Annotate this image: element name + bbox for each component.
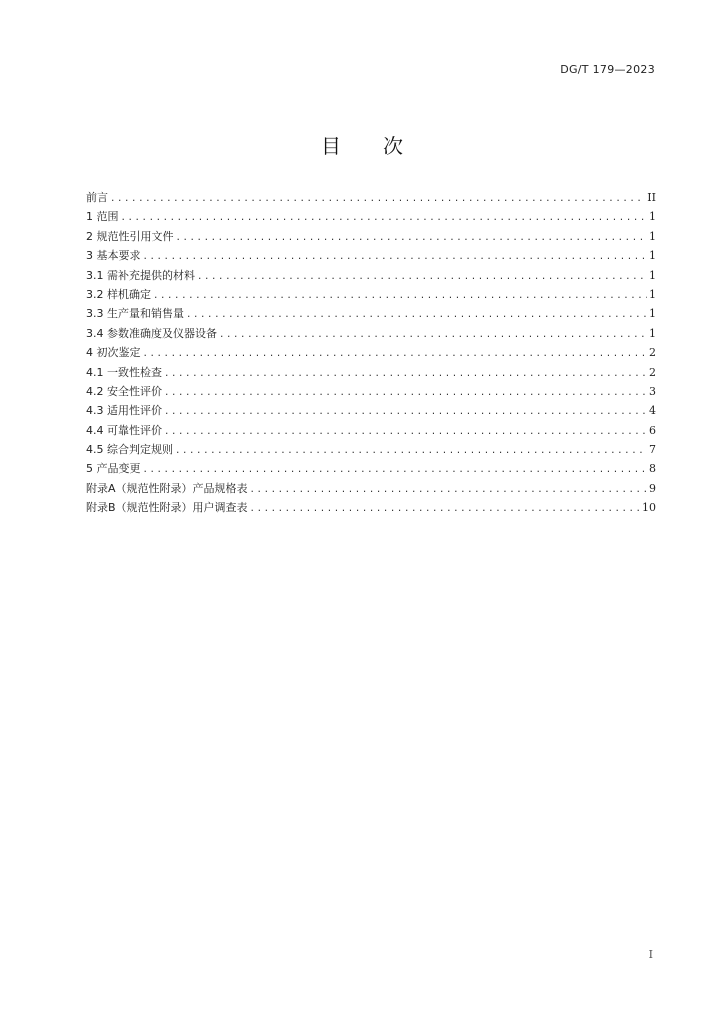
toc-entry-label: 1 范围 bbox=[86, 210, 119, 224]
toc-list bbox=[86, 188, 656, 518]
toc-entry[interactable] bbox=[86, 382, 656, 401]
toc-title bbox=[0, 130, 724, 159]
toc-entry-label: 5 产品变更 bbox=[86, 462, 141, 476]
toc-entry[interactable] bbox=[86, 440, 656, 459]
toc-entry[interactable] bbox=[86, 227, 656, 246]
toc-leader-dots bbox=[186, 306, 647, 325]
toc-entry[interactable] bbox=[86, 363, 656, 382]
toc-entry-page: 1 bbox=[649, 307, 656, 321]
toc-leader-dots bbox=[176, 229, 648, 248]
toc-entry-page: 6 bbox=[649, 423, 656, 437]
toc-leader-dots bbox=[197, 268, 647, 287]
toc-leader-dots bbox=[175, 442, 647, 461]
toc-entry[interactable] bbox=[86, 343, 656, 362]
toc-leader-dots bbox=[143, 248, 648, 267]
toc-entry-label: 2 规范性引用文件 bbox=[86, 229, 174, 243]
toc-title-part2: 次 bbox=[383, 134, 403, 158]
toc-entry-page: 7 bbox=[649, 443, 656, 457]
toc-entry-label: 4.4 可靠性评价 bbox=[86, 423, 162, 437]
toc-entry-label: 4.3 适用性评价 bbox=[86, 404, 162, 418]
toc-entry-page: 1 bbox=[649, 326, 656, 340]
toc-entry-page: 1 bbox=[649, 287, 656, 301]
toc-leader-dots bbox=[250, 481, 647, 500]
toc-entry-page: 1 bbox=[649, 210, 656, 224]
toc-leader-dots bbox=[121, 209, 648, 228]
toc-entry-page: 1 bbox=[649, 249, 656, 263]
toc-entry-label: 3.3 生产量和销售量 bbox=[86, 307, 184, 321]
toc-entry-label: 4.2 安全性评价 bbox=[86, 384, 162, 398]
toc-entry[interactable] bbox=[86, 479, 656, 498]
toc-entry-page: 1 bbox=[649, 268, 656, 282]
toc-entry-page: 2 bbox=[649, 365, 656, 379]
document-code: DG/T 179—2023 bbox=[560, 63, 655, 76]
toc-title-part1: 目 bbox=[321, 134, 341, 158]
toc-entry[interactable] bbox=[86, 188, 656, 207]
toc-entry-page: II bbox=[647, 191, 656, 204]
toc-entry-page: 9 bbox=[649, 481, 656, 495]
toc-leader-dots bbox=[164, 403, 647, 422]
toc-entry-label: 附录A（规范性附录）产品规格表 bbox=[86, 481, 248, 495]
toc-leader-dots bbox=[164, 423, 647, 442]
toc-entry[interactable] bbox=[86, 207, 656, 226]
toc-entry-page: 3 bbox=[649, 384, 656, 398]
toc-entry-label: 附录B（规范性附录）用户调查表 bbox=[86, 501, 248, 515]
toc-entry[interactable] bbox=[86, 498, 656, 517]
toc-entry-label: 4 初次鉴定 bbox=[86, 346, 141, 360]
toc-entry-page: 4 bbox=[649, 404, 656, 418]
toc-entry-page: 8 bbox=[649, 462, 656, 476]
toc-entry-label: 3.2 样机确定 bbox=[86, 287, 151, 301]
toc-entry-page: 2 bbox=[649, 346, 656, 360]
toc-entry[interactable] bbox=[86, 324, 656, 343]
page-number: I bbox=[648, 948, 653, 961]
toc-leader-dots bbox=[110, 190, 645, 209]
toc-leader-dots bbox=[164, 384, 647, 403]
toc-entry-page: 1 bbox=[649, 229, 656, 243]
toc-entry-label: 3 基本要求 bbox=[86, 249, 141, 263]
toc-entry[interactable] bbox=[86, 459, 656, 478]
toc-entry[interactable] bbox=[86, 285, 656, 304]
toc-leader-dots bbox=[250, 500, 640, 519]
toc-entry[interactable] bbox=[86, 401, 656, 420]
toc-entry[interactable] bbox=[86, 266, 656, 285]
toc-entry-label: 4.5 综合判定规则 bbox=[86, 443, 173, 457]
toc-leader-dots bbox=[164, 365, 647, 384]
toc-entry-page: 10 bbox=[642, 501, 656, 515]
toc-entry-label: 3.1 需补充提供的材料 bbox=[86, 268, 195, 282]
toc-entry[interactable] bbox=[86, 246, 656, 265]
toc-entry-label: 3.4 参数准确度及仪器设备 bbox=[86, 326, 217, 340]
toc-entry[interactable] bbox=[86, 304, 656, 323]
toc-leader-dots bbox=[153, 287, 647, 306]
toc-entry-label: 前言 bbox=[86, 191, 108, 204]
toc-entry-label: 4.1 一致性检查 bbox=[86, 365, 162, 379]
toc-entry[interactable] bbox=[86, 421, 656, 440]
toc-leader-dots bbox=[219, 326, 647, 345]
toc-leader-dots bbox=[143, 345, 648, 364]
